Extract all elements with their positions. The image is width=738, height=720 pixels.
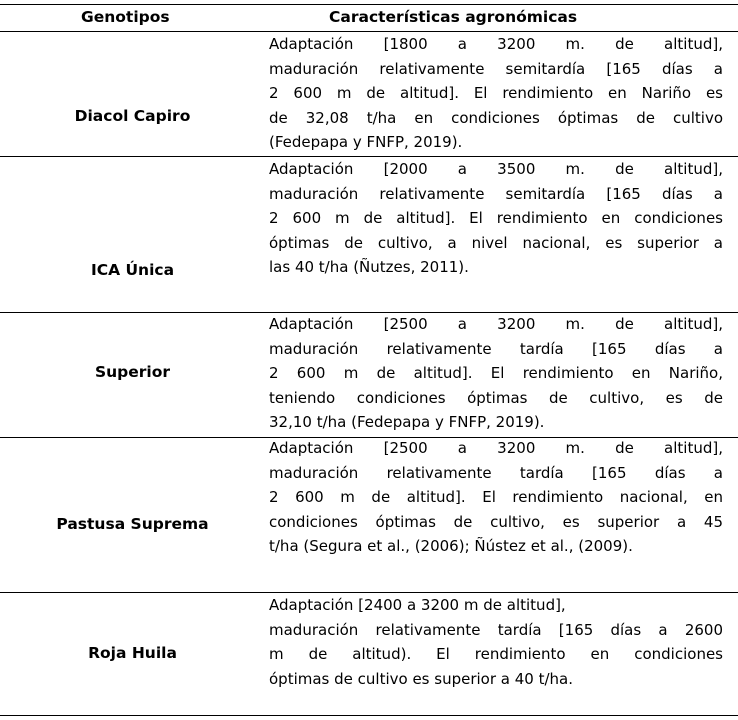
genotype-diacol-capiro: Diacol Capiro: [74, 107, 191, 125]
text-line: las 40 t/ha (Ñutzes, 2011).: [269, 258, 469, 277]
table-bottom-rule: [0, 715, 738, 716]
text-line: maduración relativamente tardía [165 días a 2600: [269, 620, 723, 639]
text-line: 2 600 m de altitud]. El rendimiento en condiciones: [269, 209, 723, 228]
text-line: Adaptación [2500 a 3200 m. de altitud],: [269, 439, 723, 457]
text-line: teniendo condiciones óptimas de cultivo, es de: [269, 388, 723, 407]
genotype-pastusa-suprema: Pastusa Suprema: [56, 515, 209, 533]
table-top-rule: [0, 4, 738, 5]
text-line: óptimas de cultivo es superior a 40 t/ha.: [269, 669, 573, 688]
characteristics-ica-unica: [269, 157, 723, 280]
characteristics-diacol-capiro: [269, 32, 723, 155]
characteristics-superior: [269, 312, 723, 435]
text-line: Adaptación [2000 a 3500 m. de altitud],: [269, 160, 723, 178]
text-line: Adaptación [1800 a 3200 m. de altitud],: [269, 35, 723, 53]
text-line: 2 600 m de altitud]. El rendimiento en Nariño es: [269, 84, 723, 103]
text-line: maduración relativamente tardía [165 días a: [269, 339, 723, 358]
text-line: Adaptación [2400 a 3200 m de altitud],: [269, 596, 566, 614]
text-line: (Fedepapa y FNFP, 2019).: [269, 133, 463, 152]
genotype-superior: Superior: [94, 363, 171, 381]
genotype-ica-unica: ICA Única: [90, 261, 175, 279]
text-line: Adaptación [2500 a 3200 m. de altitud],: [269, 315, 723, 333]
text-line: 2 600 m de altitud]. El rendimiento nacional, en: [269, 488, 723, 507]
text-line: maduración relativamente semitardía [165 días a: [269, 184, 723, 203]
text-line: 2 600 m de altitud]. El rendimiento en Nariño,: [269, 364, 723, 383]
text-line: t/ha (Segura et al., (2006); Ñústez et al., (2009).: [269, 537, 633, 556]
genotype-roja-huila: Roja Huila: [88, 644, 177, 662]
text-line: óptimas de cultivo, a nivel nacional, es superior a: [269, 233, 723, 252]
text-line: m de altitud). El rendimiento en condiciones: [269, 645, 723, 664]
header-characteristics: Características agronómicas: [329, 8, 578, 26]
characteristics-roja-huila: [269, 593, 723, 691]
text-line: maduración relativamente tardía [165 días a: [269, 463, 723, 482]
text-line: 32,10 t/ha (Fedepapa y FNFP, 2019).: [269, 413, 545, 432]
text-line: maduración relativamente semitardía [165 días a: [269, 59, 723, 78]
header-genotypes: Genotipos: [81, 8, 170, 26]
text-line: de 32,08 t/ha en condiciones óptimas de cultivo: [269, 108, 723, 127]
characteristics-pastusa-suprema: [269, 436, 723, 559]
text-line: condiciones óptimas de cultivo, es superior a 45: [269, 512, 723, 531]
